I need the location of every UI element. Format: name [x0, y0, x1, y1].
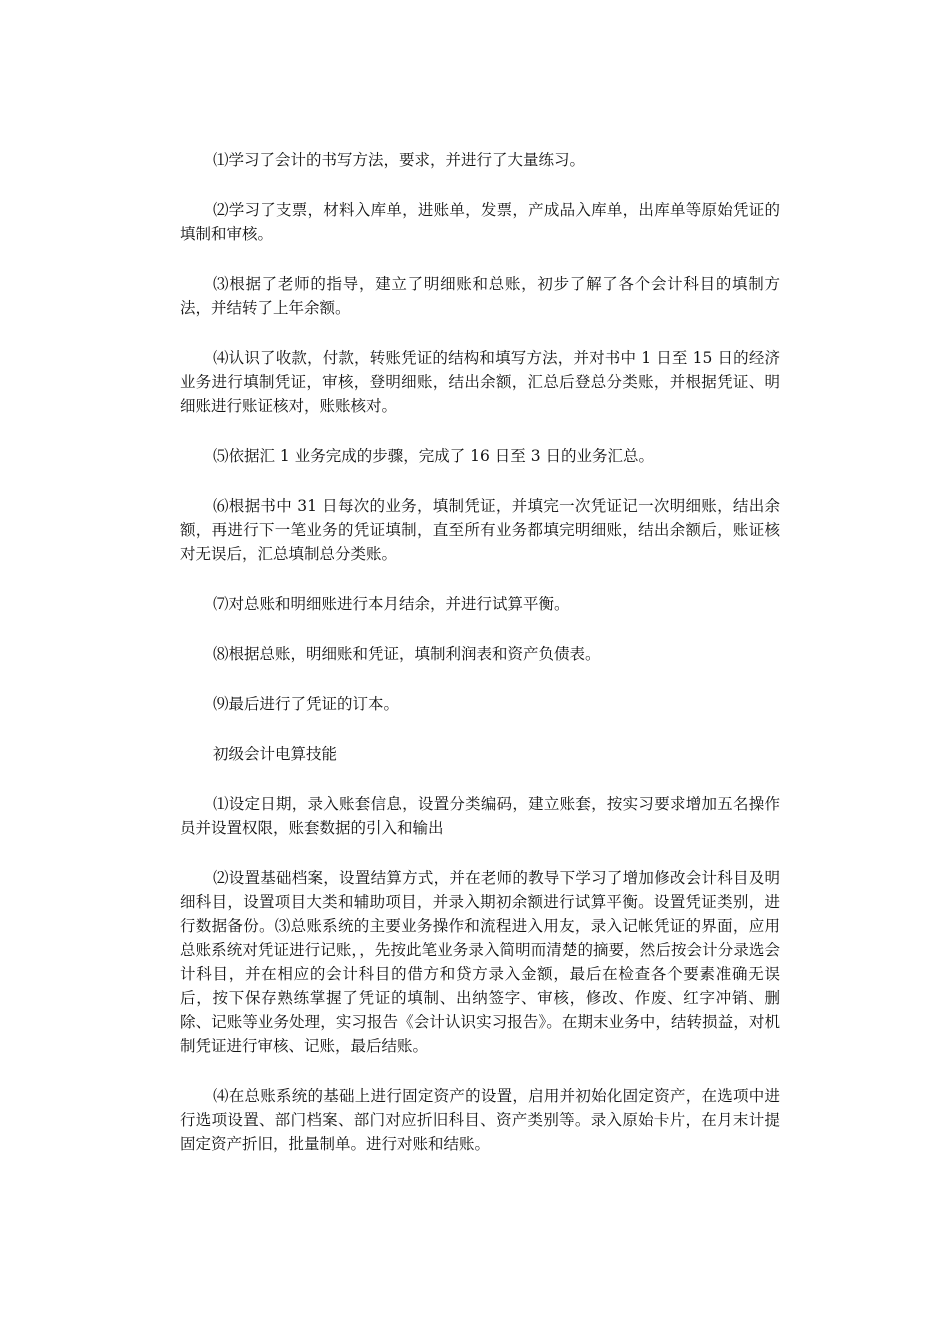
- paragraph-item-1: ⑴学习了会计的书写方法，要求，并进行了大量练习。: [213, 151, 586, 169]
- paragraph-item-10: ⑴设定日期，录入账套信息，设置分类编码，建立账套，按实习要求增加五名操作员并设置权限，账套数据的引入和输出: [180, 795, 780, 837]
- paragraph-item-12: ⑷在总账系统的基础上进行固定资产的设置，启用并初始化固定资产，在选项中进行选项设置、部门档案、部门对应折旧科目、资产类别等。录入原始卡片，在月末计提固定资产折旧，批量制单。进行对账和结账。: [180, 1087, 780, 1153]
- paragraph-item-3: ⑶根据了老师的指导，建立了明细账和总账，初步了解了各个会计科目的填制方法，并结转了上年余额。: [180, 275, 780, 317]
- paragraph-item-7: ⑺对总账和明细账进行本月结余，并进行试算平衡。: [213, 595, 570, 613]
- paragraph-item-6: ⑹根据书中 31 日每次的业务，填制凭证，并填完一次凭证记一次明细账，结出余额，再进行下一笔业务的凭证填制，直至所有业务都填完明细账，结出余额后，账证核对无误后，汇总填制总分类账。: [180, 497, 780, 563]
- document-body: [180, 148, 780, 1182]
- paragraph-item-9: ⑼最后进行了凭证的订本。: [213, 695, 400, 713]
- paragraph-item-4: ⑷认识了收款，付款，转账凭证的结构和填写方法，并对书中 1 日至 15 日的经济业务进行填制凭证，审核，登明细账，结出余额，汇总后登总分类账，并根据凭证、明细账进行账证核对，账账核对。: [180, 349, 780, 415]
- paragraph-item-5: ⑸依据汇 1 业务完成的步骤，完成了 16 日至 3 日的业务汇总。: [213, 447, 655, 465]
- paragraph-item-11: ⑵设置基础档案，设置结算方式，并在老师的教导下学习了增加修改会计科目及明细科目，设置项目大类和辅助项目，并录入期初余额进行试算平衡。设置凭证类别，进行数据备份。⑶总账系统的主要业务操作和流程进入用友，录入记帐凭证的界面，应用总账系统对凭证进行记账，，先按此笔业务录入简明而清楚的摘要，然后按会计分录选会计科目，并在相应的会计科目的借方和贷方录入金额，最后在检查各个要素准确无误后，按下保存熟练掌握了凭证的填制、出纳签字、审核，修改、作废、红字冲销、删除、记账等业务处理，实习报告《会计认识实习报告》。在期末业务中，结转损益，对机制凭证进行审核、记账，最后结账。: [180, 869, 780, 1055]
- paragraph-item-8: ⑻根据总账，明细账和凭证，填制利润表和资产负债表。: [213, 645, 601, 663]
- section-heading: 初级会计电算技能: [213, 745, 338, 763]
- paragraph-item-2: ⑵学习了支票，材料入库单，进账单，发票，产成品入库单，出库单等原始凭证的填制和审核。: [180, 201, 780, 243]
